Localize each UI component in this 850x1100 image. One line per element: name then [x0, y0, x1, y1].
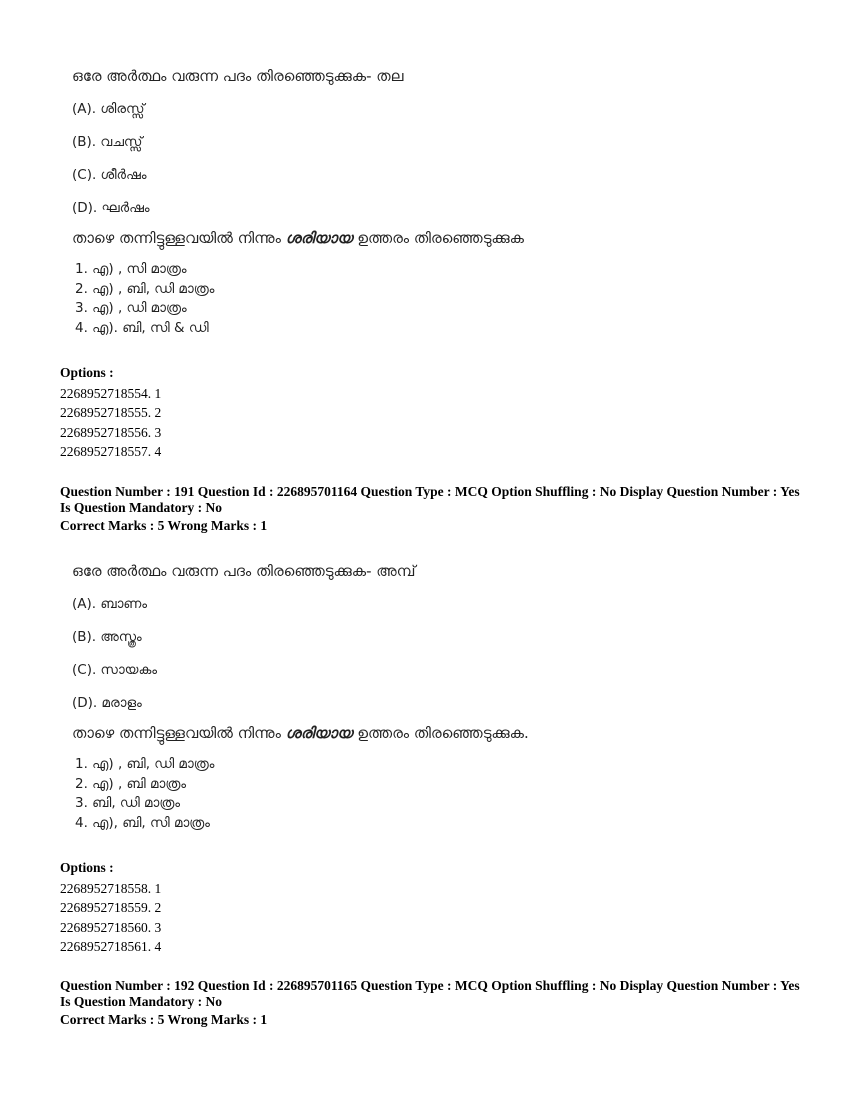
- q190-block: [72, 66, 792, 338]
- q191-choice-d: (D). മരാളം: [72, 695, 142, 711]
- q191-choice-b: (B). അസ്ത്രം: [72, 629, 142, 645]
- q190-option-4: 2268952718557. 4: [60, 444, 162, 459]
- q191-options: [60, 858, 161, 957]
- q190-answer-4: 4. എ). ബി, സി & ഡി: [75, 319, 209, 336]
- q191-block: [72, 561, 792, 833]
- q192-meta: [60, 978, 800, 1028]
- q191-instruction-post: ഉത്തരം തിരഞ്ഞെടുക്കുക.: [352, 724, 529, 742]
- q192-meta-line1: Question Number : 192 Question Id : 226895701165 Question Type : MCQ Option Shuffling : No Display Question Number : Yes Is Question Mandatory : No: [60, 978, 800, 1009]
- q191-answer-list: [72, 755, 792, 833]
- q190-instruction-pre: താഴെ തന്നിട്ടുള്ളവയിൽ നിന്നും: [72, 229, 286, 247]
- q190-choice-d: (D). ഘർഷം: [72, 200, 150, 216]
- q190-question: ഒരേ അർത്ഥം വരുന്ന പദം തിരഞ്ഞെടുക്കുക- തല: [72, 67, 404, 85]
- q190-instruction-bold: ശരിയായ: [285, 229, 353, 247]
- q190-choice-a: (A). ശിരസ്സ്: [72, 101, 145, 117]
- q190-answer-1: 1. എ) , സി മാത്രം: [75, 261, 187, 277]
- q191-option-1: 2268952718558. 1: [60, 880, 162, 896]
- q191-meta-line1: Question Number : 191 Question Id : 226895701164 Question Type : MCQ Option Shuffling : No Display Question Number : Yes Is Question Mandatory : No: [60, 484, 800, 515]
- q191-option-2: 2268952718559. 2: [60, 900, 162, 915]
- q191-meta-line2: Correct Marks : 5 Wrong Marks : 1: [60, 518, 268, 533]
- q190-choice-c: (C). ശീർഷം: [72, 167, 147, 183]
- q190-answer-3: 3. എ) , ഡി മാത്രം: [75, 300, 187, 316]
- q192-meta-line2: Correct Marks : 5 Wrong Marks : 1: [60, 1012, 268, 1027]
- q191-question: ഒരേ അർത്ഥം വരുന്ന പദം തിരഞ്ഞെടുക്കുക- അമ്പ്: [72, 562, 416, 580]
- q190-option-3: 2268952718556. 3: [60, 424, 162, 440]
- q190-choice-b: (B). വചസ്സ്: [72, 134, 143, 150]
- q190-instruction: [72, 228, 792, 248]
- q191-option-4: 2268952718561. 4: [60, 939, 162, 954]
- q190-options-label: Options :: [60, 365, 114, 380]
- q190-instruction-post: ഉത്തരം തിരഞ്ഞെടുക്കുക: [352, 229, 524, 247]
- q191-instruction: [72, 723, 792, 743]
- q191-instruction-pre: താഴെ തന്നിട്ടുള്ളവയിൽ നിന്നും: [72, 724, 286, 742]
- q191-choice-c: (C). സായകം: [72, 662, 158, 678]
- q191-answer-2: 2. എ) , ബി മാത്രം: [75, 775, 186, 792]
- q190-answer-2: 2. എ) , ബി, ഡി മാത്രം: [75, 280, 215, 297]
- q191-answer-1: 1. എ) , ബി, ഡി മാത്രം: [75, 756, 215, 772]
- q191-answer-4: 4. എ), ബി, സി മാത്രം: [75, 814, 210, 831]
- q190-option-2: 2268952718555. 2: [60, 405, 162, 420]
- q191-instruction-bold: ശരിയായ: [285, 724, 353, 742]
- q190-options: [60, 363, 161, 462]
- q190-option-1: 2268952718554. 1: [60, 385, 162, 401]
- q191-choice-a: (A). ബാണം: [72, 596, 147, 612]
- q191-options-label: Options :: [60, 860, 114, 875]
- q190-answer-list: [72, 260, 792, 338]
- q191-option-3: 2268952718560. 3: [60, 919, 162, 935]
- q191-meta: [60, 484, 800, 534]
- q191-answer-3: 3. ബി, ഡി മാത്രം: [75, 795, 180, 811]
